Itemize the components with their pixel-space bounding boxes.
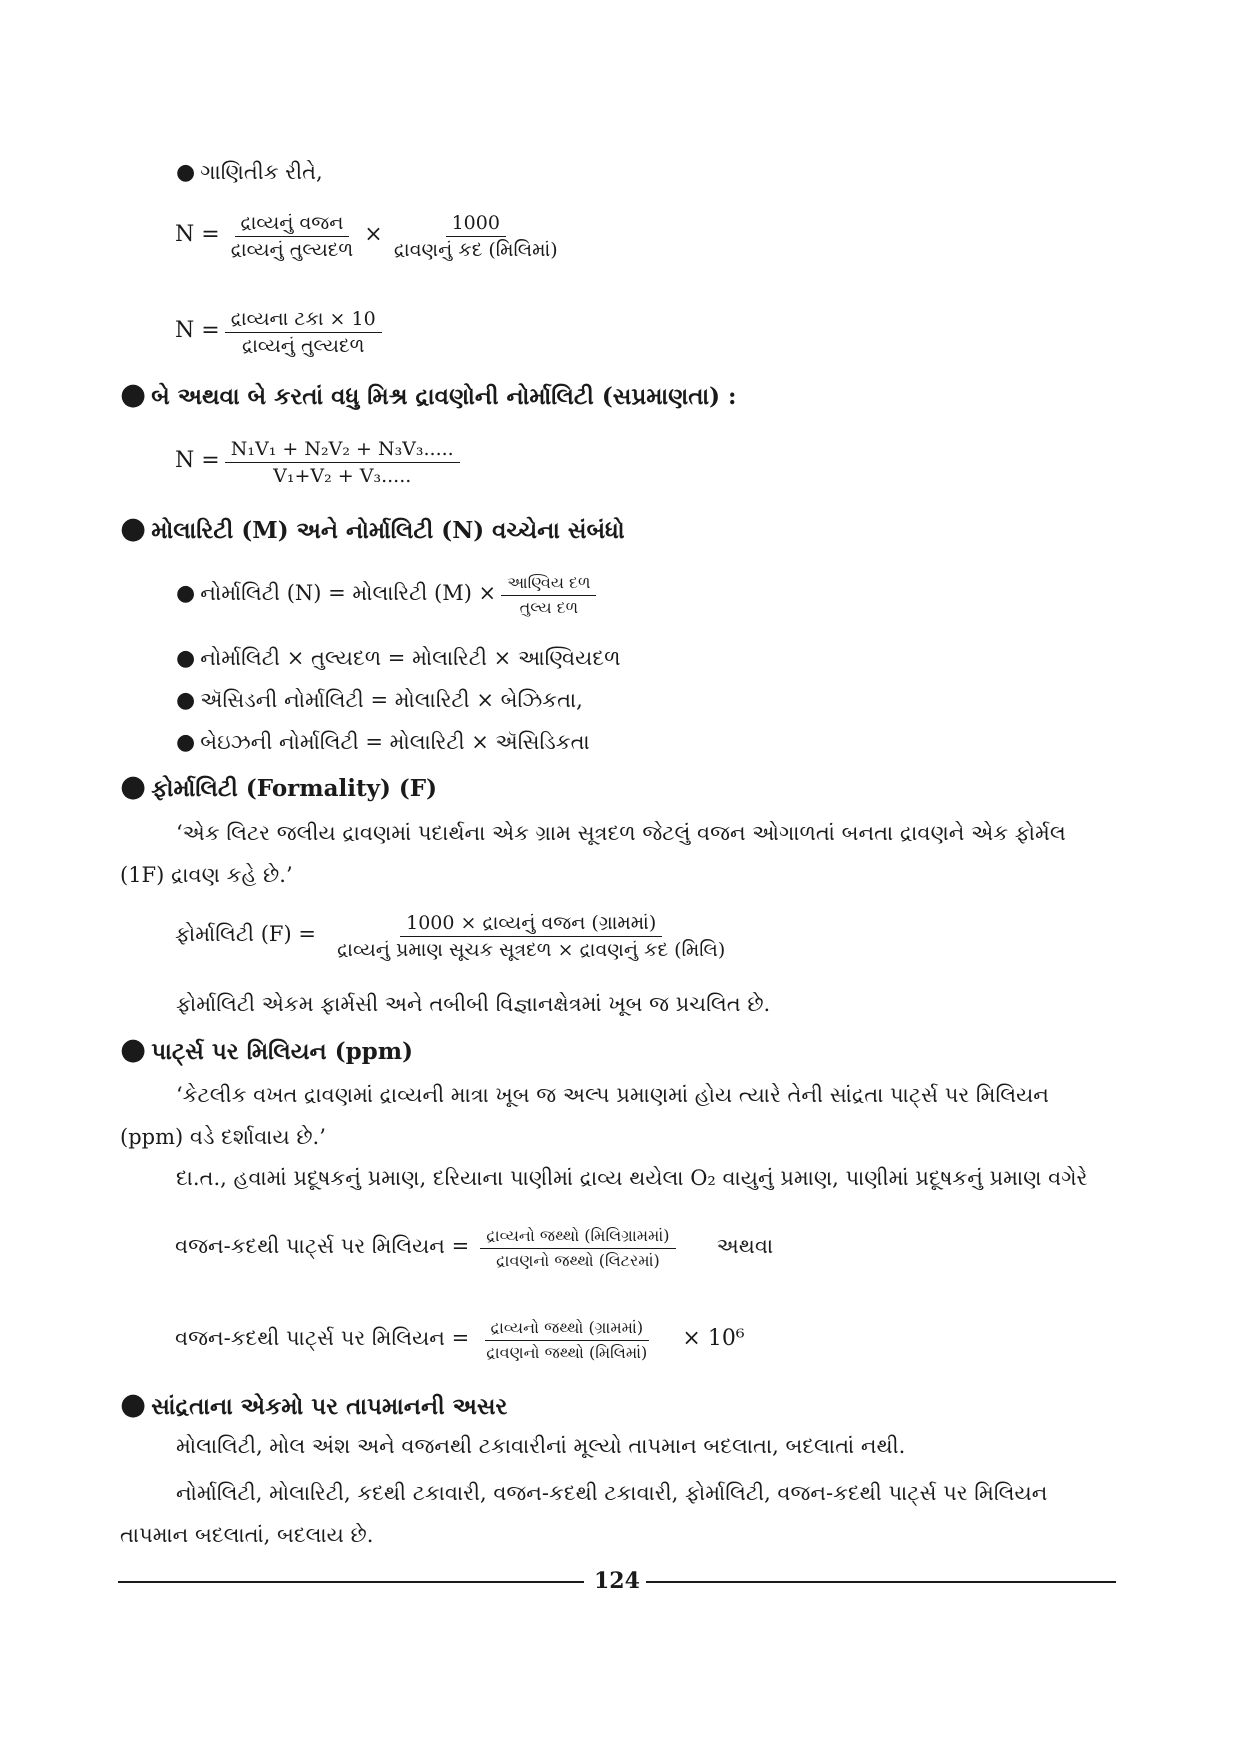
relation-text: નોર્માલિટી (N) = મોલારિટી (M) × (200, 581, 497, 605)
fraction (225, 308, 382, 357)
power-of-ten: × 10⁶ (682, 1326, 745, 1351)
fraction-denominator: દ્રાવણનો જથ્થો (લિટરમાં) (496, 1251, 660, 1270)
formula-normality-2 (175, 308, 382, 357)
temperature-paragraph-1: મોલાલિટી, મોલ અંશ અને વજનથી ટકાવારીનાં મૂલ્યો તાપમાન બદલાતા, બદલાતાં નથી. (176, 1434, 906, 1458)
fraction (480, 1226, 675, 1271)
ppm-example: દા.ત., હવામાં પ્રદૂષકનું પ્રમાણ, દરિયાના પાણીમાં દ્રાવ્ય થયેલા O₂ વાયુનું પ્રમાણ, પાણીમાં પ્રદૂષકનું પ્રમાણ વગેરે (176, 1166, 1088, 1190)
bullet-icon: ● (176, 581, 196, 606)
formula-lhs: વજન-કદથી પાર્ટ્સ પર મિલિયન = (175, 1326, 470, 1350)
formality-definition: ‘એક લિટર જલીય દ્રાવણમાં પદાર્થના એક ગ્રામ સૂત્રદળ જેટલું વજન ઓગાળતાં બનતા દ્રાવણને એક ફોર્મલ (1F) દ્રાવણ કહે છે.’ (120, 821, 1066, 887)
fraction-denominator: દ્રાવ્યનું પ્રમાણ સૂચક સૂત્રદળ × દ્રાવણનું કદ (મિલિ) (337, 939, 726, 961)
relation-item-1 (176, 573, 596, 618)
relation-item-3 (176, 688, 583, 713)
heading-temperature (120, 1387, 508, 1422)
fraction-denominator: દ્રાવ્યનું તુલ્યદળ (230, 239, 354, 261)
or-text: અથવા (716, 1234, 774, 1258)
fraction-numerator: દ્રાવ્યનો જથ્થો (મિલિગ્રામમાં) (480, 1226, 675, 1249)
formula-lhs: N = (175, 318, 220, 343)
heading-text: ફોર્માલિટી (Formality) (F) (151, 775, 437, 802)
times-symbol: × (364, 222, 383, 247)
fraction-numerator: દ્રાવ્યનો જથ્થો (ગ્રામમાં) (485, 1318, 650, 1341)
formula-lhs: N = (175, 448, 220, 473)
footer-rule-right (646, 1581, 1116, 1583)
fraction-denominator: તુલ્ય દળ (519, 598, 579, 617)
fraction-numerator: N₁V₁ + N₂V₂ + N₃V₃..... (225, 438, 460, 463)
bullet-icon: ● (120, 1387, 147, 1422)
heading-mixture-normality (120, 377, 737, 412)
heading-ppm (120, 1032, 413, 1067)
fraction-denominator: V₁+V₂ + V₃..... (273, 465, 412, 487)
temperature-paragraph-2: નોર્માલિટી, મોલારિટી, કદથી ટકાવારી, વજન-કદથી ટકાવારી, ફોર્માલિટી, વજન-કદથી પાર્ટ્સ પર મિલિયન તાપમાન બદલાતાં, બદલાય છે. (120, 1481, 1048, 1547)
page-number: 124 (594, 1568, 640, 1594)
relation-item-4 (176, 730, 590, 755)
bullet-icon: ● (176, 688, 196, 713)
formula-lhs: ફોર્માલિટી (F) = (175, 922, 316, 946)
fraction-numerator: દ્રાવ્યનું વજન (235, 212, 350, 237)
bullet-icon: ● (120, 769, 147, 804)
relation-text: બેઇઝની નોર્માલિટી = મોલારિટી × ઍસિડિકતા (200, 730, 590, 754)
ppm-definition: ‘કેટલીક વખત દ્રાવણમાં દ્રાવ્યની માત્રા ખૂબ જ અલ્પ પ્રમાણમાં હોય ત્યારે તેની સાંદ્રતા પાર્ટ્સ પર મિલિયન (ppm) વડે દર્શાવાય છે.’ (120, 1083, 1049, 1149)
fraction-numerator: દ્રાવ્યના ટકા × 10 (225, 308, 382, 333)
bullet-icon: ● (176, 646, 196, 671)
bullet-item-mathematical (176, 160, 323, 185)
bullet-icon: ● (120, 1032, 147, 1067)
formula-formality (175, 912, 731, 961)
heading-formality (120, 769, 437, 804)
fraction-numerator: 1000 (446, 212, 506, 237)
relation-text: ઍસિડની નોર્માલિટી = મોલારિટી × બેઝિકતા, (200, 688, 583, 712)
fraction-numerator: આણ્વિય દળ (501, 573, 596, 596)
relation-text: નોર્માલિટી × તુલ્યદળ = મોલારિટી × આણ્વિયદળ (200, 646, 621, 670)
heading-text: સાંદ્રતાના એકમો પર તાપમાનની અસર (151, 1393, 508, 1420)
formula-ppm-1 (175, 1226, 773, 1271)
heading-text: મોલારિટી (M) અને નોર્માલિટી (N) વચ્ચેના સંબંધો (151, 517, 625, 544)
heading-text: પાર્ટ્સ પર મિલિયન (ppm) (151, 1038, 413, 1065)
fraction (331, 912, 731, 961)
formula-mixture (175, 438, 460, 487)
fraction (480, 1318, 653, 1363)
fraction (501, 573, 596, 618)
fraction-denominator: દ્રાવણનો જથ્થો (મિલિમાં) (486, 1343, 648, 1362)
fraction-numerator: 1000 × દ્રાવ્યનું વજન (ગ્રામમાં) (400, 912, 662, 937)
bullet-icon: ● (120, 511, 147, 546)
heading-relation (120, 511, 625, 546)
relation-item-2 (176, 646, 620, 671)
fraction (388, 212, 564, 261)
formula-lhs: N = (175, 222, 220, 247)
formality-note: ફોર્માલિટી એકમ ફાર્મસી અને તબીબી વિજ્ઞાનક્ષેત્રમાં ખૂબ જ પ્રચલિત છે. (176, 992, 771, 1016)
bullet-icon: ● (176, 730, 196, 755)
heading-text: બે અથવા બે કરતાં વધુ મિશ્ર દ્રાવણોની નોર્માલિટી (સપ્રમાણતા) : (151, 383, 737, 410)
formula-lhs: વજન-કદથી પાર્ટ્સ પર મિલિયન = (175, 1234, 470, 1258)
fraction-denominator: દ્રાવણનું કદ (મિલિમાં) (393, 239, 558, 261)
fraction (225, 438, 460, 487)
mathematical-label: ગાણિતીક રીતે, (200, 160, 323, 184)
fraction (225, 212, 359, 261)
footer-rule-left (118, 1581, 584, 1583)
formula-ppm-2 (175, 1318, 745, 1363)
bullet-icon: ● (176, 160, 196, 185)
fraction-denominator: દ્રાવ્યનું તુલ્યદળ (242, 335, 365, 357)
formula-normality-1 (175, 212, 564, 261)
bullet-icon: ● (120, 377, 147, 412)
